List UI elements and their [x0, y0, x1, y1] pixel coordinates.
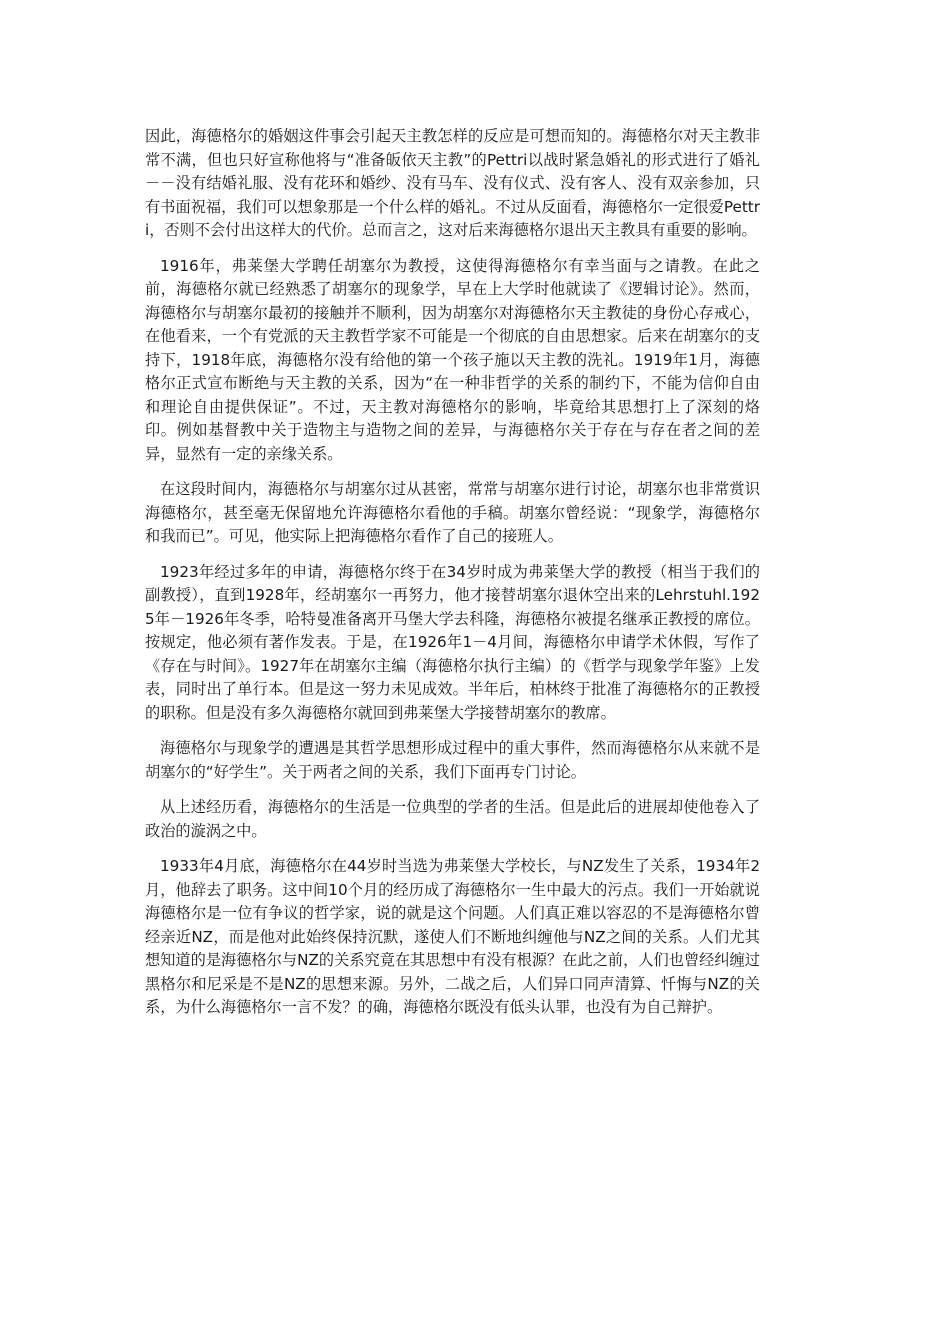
document-body: [145, 125, 760, 1032]
paragraph-scholar-life: 从上述经历看，海德格尔的生活是一位典型的学者的生活。但是此后的进展却使他卷入了政治的漩涡之中。: [145, 798, 760, 840]
paragraph-phenomenology-encounter: 海德格尔与现象学的遭遇是其哲学思想形成过程中的重大事件，然而海德格尔从来就不是胡塞尔的“好学生”。关于两者之间的关系，我们下面再专门讨论。: [145, 739, 760, 781]
paragraph-husserl-relationship: 在这段时间内，海德格尔与胡塞尔过从甚密，常常与胡塞尔进行讨论，胡塞尔也非常赏识海德格尔，甚至毫无保留地允许海德格尔看他的手稿。胡塞尔曾经说：“现象学，海德格尔和我而已”。可见，他实际上把海德格尔看作了自己的接班人。: [145, 480, 760, 545]
paragraph-rectorship-1933: 1933年4月底，海德格尔在44岁时当选为弗莱堡大学校长，与NZ发生了关系，1934年2月，他辞去了职务。这中间10个月的经历成了海德格尔一生中最大的污点。我们一开始就说海德格尔是一位有争议的哲学家，说的就是这个问题。人们真正难以容忍的不是海德格尔曾经亲近NZ，而是他对此始终保持沉默，遂使人们不断地纠缠他与NZ之间的关系。人们尤其想知道的是海德格尔与NZ的关系究竟在其思想中有没有根源？在此之前，人们也曾经纠缠过黑格尔和尼采是不是NZ的思想来源。另外，二战之后，人们异口同声清算、忏悔与NZ的关系，为什么海德格尔一言不发？的确，海德格尔既没有低头认罪，也没有为自己辩护。: [145, 857, 760, 1016]
paragraph-marriage: 因此，海德格尔的婚姻这件事会引起天主教怎样的反应是可想而知的。海德格尔对天主教非常不满，但也只好宣称他将与“准备皈依天主教”的Pettri以战时紧急婚礼的形式进行了婚礼－－没有结婚礼服、没有花环和婚纱、没有马车、没有仪式、没有客人、没有双亲参加，只有书面祝福，我们可以想象那是一个什么样的婚礼。不过从反面看，海德格尔一定很爱Pettri，否则不会付出这样大的代价。总而言之，这对后来海德格尔退出天主教具有重要的影响。: [145, 127, 760, 239]
paragraph-professorship-1923: 1923年经过多年的申请，海德格尔终于在34岁时成为弗莱堡大学的教授（相当于我们的副教授），直到1928年，经胡塞尔一再努力，他才接替胡塞尔退休空出来的Lehrstuhl.1925年－1926年冬季，哈特曼准备离开马堡大学去科隆，海德格尔被提名继承正教授的席位。按规定，他必须有著作发表。于是，在1926年1－4月间，海德格尔申请学术休假，写作了《存在与时间》。1927年在胡塞尔主编（海德格尔执行主编）的《哲学与现象学年鉴》上发表，同时出了单行本。但是这一努力未见成效。半年后，柏林终于批准了海德格尔的正教授的职称。但是没有多久海德格尔就回到弗莱堡大学接替胡塞尔的教席。: [145, 562, 760, 722]
paragraph-husserl-1916: 1916年，弗莱堡大学聘任胡塞尔为教授，这使得海德格尔有幸当面与之请教。在此之前，海德格尔就已经熟悉了胡塞尔的现象学，早在上大学时他就读了《逻辑讨论》。然而，海德格尔与胡塞尔最初的接触并不顺利，因为胡塞尔对海德格尔天主教徒的身份心存戒心，在他看来，一个有党派的天主教哲学家不可能是一个彻底的自由思想家。后来在胡塞尔的支持下，1918年底，海德格尔没有给他的第一个孩子施以天主教的洗礼。1919年1月，海德格尔正式宣布断绝与天主教的关系，因为“在一种非哲学的关系的制约下，不能为信仰自由和理论自由提供保证”。不过，天主教对海德格尔的影响，毕竟给其思想打上了深刻的烙印。例如基督教中关于造物主与造物之间的差异，与海德格尔关于存在与存在者之间的差异，显然有一定的亲缘关系。: [145, 256, 760, 463]
